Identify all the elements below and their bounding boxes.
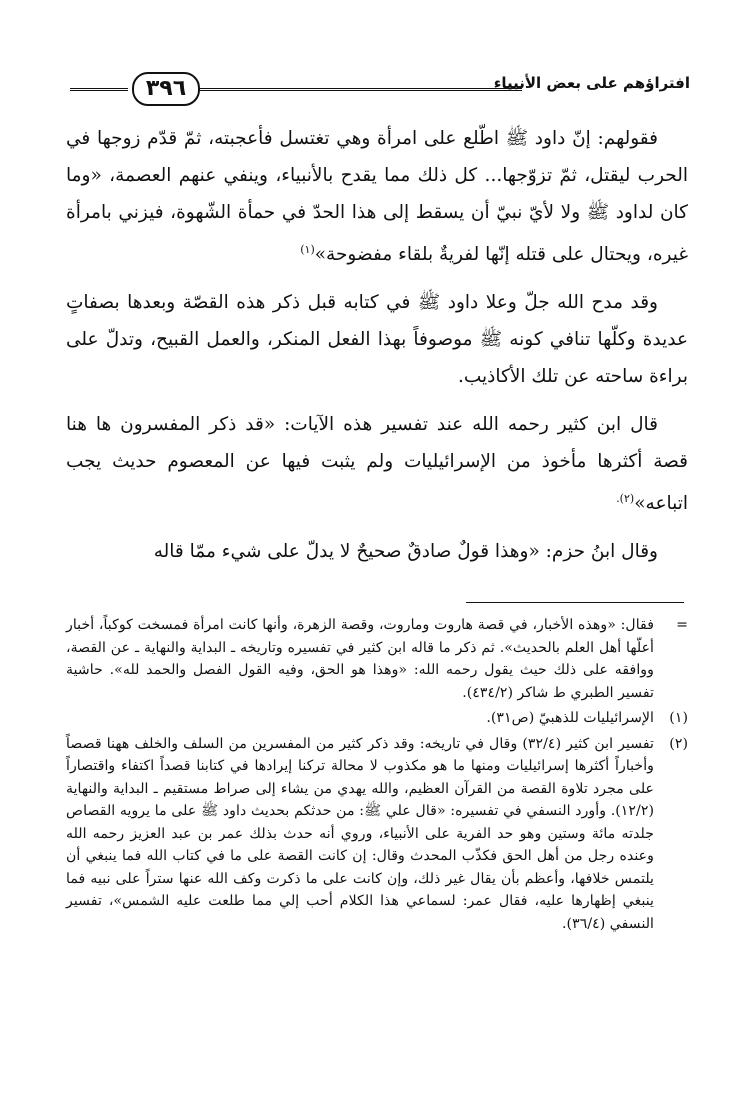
main-text: [66, 120, 688, 581]
footnote-label: (١): [669, 710, 688, 726]
paragraph: [66, 533, 688, 570]
footnote-text: تفسير ابن كثير (٣٢/٤) وقال في تاريخه: وقد ذكر كثير من المفسرين من السلف والخلف ههنا قصصاً وأخباراً أكثرها إسرائيليات ومنها ما هو مكذوب لا محالة تركنا إيرادها في كتابنا قصداً اكتفاء واقتصاراً على مجرد تلاوة القصة من القرآن العظيم، والله يهدي من يشاء إلى صراط مستقيم ـ البداية والنهاية (١٢/٢). وأورد النسفي في تفسيره: «قال علي ﷺ: من حدثكم بحديث داود ﷺ على ما يرويه القصاص جلدته مائة وستين وهو حد الفرية على الأنبياء، وروي أنه حدث بذلك عمر بن عبد العزيز رحمه الله وعنده رجل من أهل الحق فكذّب المحدث وقال: إن كانت القصة على ما في كتاب الله فما ينبغي أن يلتمس خلافها، وأعظم بأن يقال غير ذلك، وإن كانت على ما ذكرت وكف الله عنها ستراً على نبيه فما ينبغي إظهارها عليه، فقال عمر: لسماعي هذا الكلام أحب إلي مما طلعت عليه الشمس»، تفسير النسفي (٣٦/٤).: [66, 735, 655, 932]
page-header: [70, 72, 690, 108]
footnote-label: =: [676, 617, 688, 633]
paragraph-text: قال ابن كثير رحمه الله عند تفسير هذه الآيات: «قد ذكر المفسرون ها هنا قصة أكثرها مأخوذ من الإسرائيليات ولم يثبت فيها عن المعصوم حديث يجب اتباعه»: [66, 414, 688, 515]
paragraph: [66, 120, 688, 273]
page-number: ٣٩٦: [132, 72, 200, 106]
paragraph-text: فقولهم: إنّ داود ﷺ اطّلع على امرأة وهي تغتسل فأعجبته، ثمّ قدّم زوجها في الحرب ليقتل، ثمّ تزوّجها... كل ذلك مما يقدح بالأنبياء، وينفي عنهم العصمة، «وما كان لداود ﷺ ولا لأيّ نبيّ أن يسقط إلى هذا الحدّ في حمأة الشّهوة، فيزني بامرأة غيره، ويحتال على قتله إنّها لفريةٌ بلقاء مفضوحة»: [66, 128, 688, 266]
footnote: [66, 614, 688, 704]
footnote-text: الإسرائيليات للذهبيّ (ص٣١).: [486, 710, 654, 726]
running-title: افتراؤهم على بعض الأنبياء: [493, 74, 690, 92]
footnote-label: (٢): [669, 735, 688, 752]
footnote-ref: (٢).: [616, 492, 635, 506]
header-rule-left: [70, 88, 128, 91]
footnote-text: فقال: «وهذه الأخبار، في قصة هاروت وماروت، وقصة الزهرة، وأنها كانت امرأة فمسخت كوكباً، أخبار أعلّها أهل العلم بالحديث». ثم ذكر ما قاله ابن كثير في تفسيره وتاريخه ـ البداية والنهاية ـ عن القصة، ووافقه على ذلك حيث يقول رحمه الله: «وهذا هو الحق، وفيه القول الفصل والحمد لله». حاشية تفسير الطبري ط شاكر (٤٣٤/٢).: [66, 617, 654, 701]
paragraph: [66, 284, 688, 395]
paragraph: [66, 406, 688, 522]
paragraph-text: وقال ابنُ حزم: «وهذا قولٌ صادقٌ صحيحٌ لا يدلّ على شيء ممّا قاله: [153, 541, 658, 563]
footnote: [66, 707, 688, 730]
footnote-separator: [466, 602, 684, 603]
footnote: [66, 733, 688, 936]
header-rule: [198, 88, 522, 91]
paragraph-text: وقد مدح الله جلّ وعلا داود ﷺ في كتابه قبل ذكر هذه القصّة وبعدها بصفاتٍ عديدة وكلّها تنافي كونه ﷺ موصوفاً بهذا الفعل المنكر، والعمل القبيح، وتدلّ على براءة ساحته عن تلك الأكاذيب.: [66, 292, 688, 388]
footnotes: [66, 614, 688, 938]
footnote-ref: (١): [300, 243, 315, 256]
